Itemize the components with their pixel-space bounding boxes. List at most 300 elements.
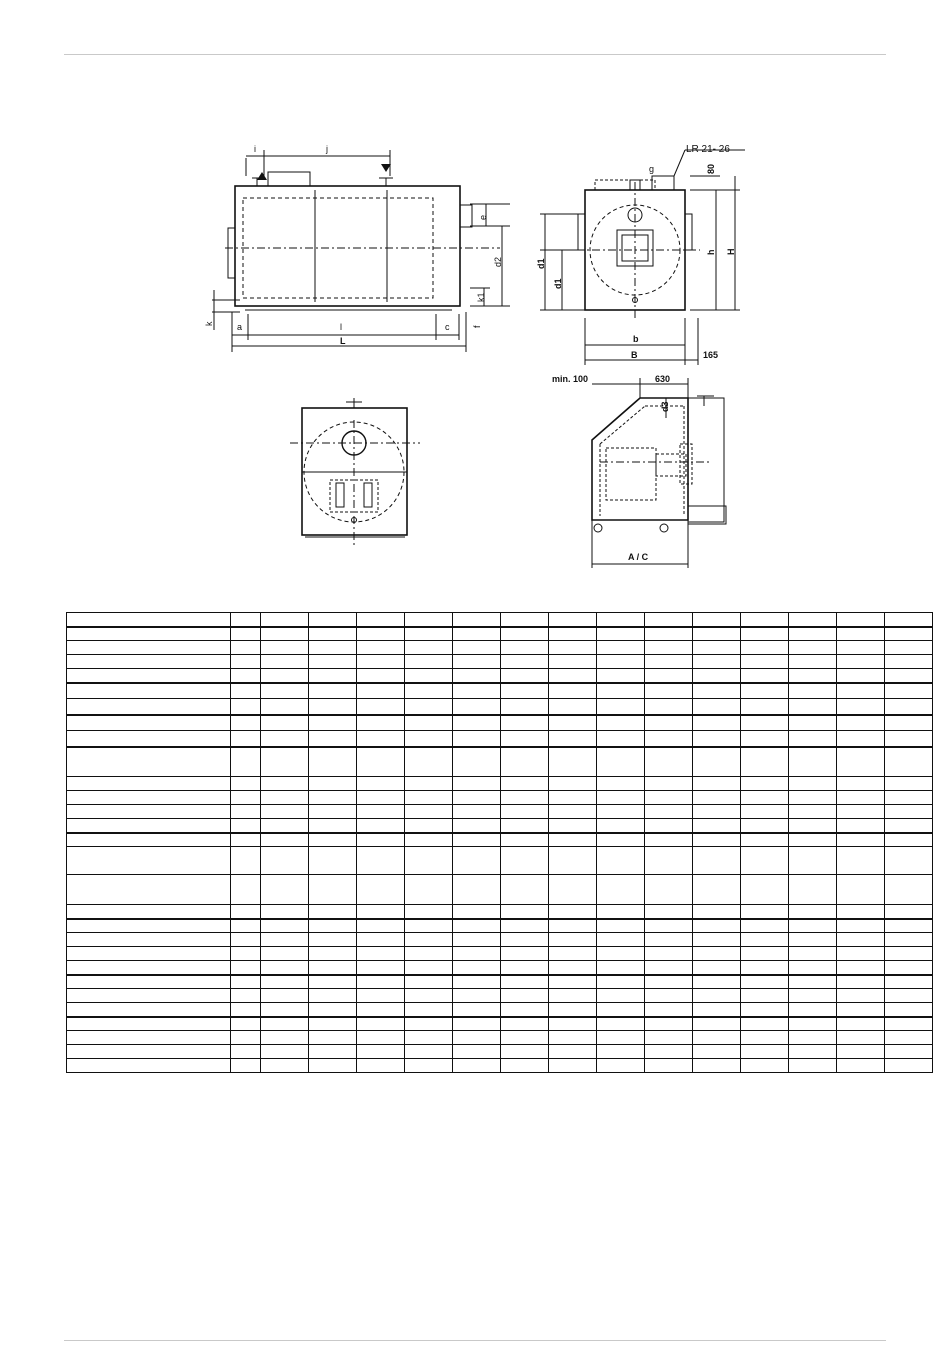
table-cell [741,961,789,975]
dim-L-label: L [340,336,346,346]
table-cell [597,933,645,947]
table-cell [309,655,357,669]
table-cell [549,1031,597,1045]
table-cell [885,975,933,989]
table-cell [67,613,231,627]
table-cell [405,1059,453,1073]
table-cell [67,1003,231,1017]
table-cell [597,919,645,933]
table-cell [501,655,549,669]
table-cell [741,905,789,919]
table-cell [837,791,885,805]
table-cell [549,989,597,1003]
table-cell [67,791,231,805]
table-row [67,669,933,683]
dim-80-label: 80 [706,163,716,174]
table-cell [549,947,597,961]
table-cell [309,905,357,919]
table-cell [837,833,885,847]
table-cell [405,699,453,715]
table-cell [885,731,933,747]
table-cell [501,805,549,819]
dim-d2-label: d2 [493,256,503,267]
table-cell [885,833,933,847]
table-cell [789,1031,837,1045]
table-cell [405,715,453,731]
table-cell [741,655,789,669]
table-cell [231,655,261,669]
table-row [67,919,933,933]
table-cell [693,819,741,833]
table-cell [309,989,357,1003]
table-cell [693,805,741,819]
table-cell [885,947,933,961]
table-cell [453,947,501,961]
table-cell [549,655,597,669]
table-cell [453,919,501,933]
table-cell [261,655,309,669]
table-cell [837,731,885,747]
rear-view [290,398,420,545]
table-row [67,833,933,847]
table-cell [501,627,549,641]
table-cell [309,805,357,819]
table-cell [885,919,933,933]
table-cell [789,875,837,905]
table-cell [741,627,789,641]
table-cell [789,791,837,805]
table-cell [837,627,885,641]
table-cell [405,613,453,627]
table-cell [231,613,261,627]
table-cell [741,1017,789,1031]
table-cell [837,1017,885,1031]
table-cell [501,613,549,627]
table-cell [741,933,789,947]
table-cell [357,683,405,699]
table-row [67,641,933,655]
table-cell [453,933,501,947]
table-cell [789,933,837,947]
table-cell [67,1017,231,1031]
table-cell [261,791,309,805]
table-cell [309,947,357,961]
table-cell [885,1045,933,1059]
table-cell [67,1031,231,1045]
table-cell [597,947,645,961]
table-cell [309,699,357,715]
table-cell [549,627,597,641]
table-cell [231,731,261,747]
table-cell [837,747,885,777]
table-cell [261,919,309,933]
dim-e-label: e [478,214,488,220]
table-cell [453,1003,501,1017]
table-cell [357,805,405,819]
table-cell [693,791,741,805]
table-cell [357,669,405,683]
table-cell [231,975,261,989]
table-cell [453,805,501,819]
table-cell [693,715,741,731]
table-cell [231,627,261,641]
table-cell [405,669,453,683]
table-cell [741,715,789,731]
table-cell [453,715,501,731]
table-cell [645,989,693,1003]
table-cell [67,699,231,715]
table-cell [597,905,645,919]
table-cell [453,669,501,683]
table-cell [837,777,885,791]
table-cell [741,989,789,1003]
table-cell [231,669,261,683]
table-cell [231,847,261,875]
table-cell [645,819,693,833]
table-cell [693,847,741,875]
table-cell [261,669,309,683]
table-cell [597,847,645,875]
table-cell [405,805,453,819]
table-cell [501,975,549,989]
table-cell [67,989,231,1003]
table-row [67,683,933,699]
table-cell [693,961,741,975]
table-cell [789,1045,837,1059]
table-cell [885,747,933,777]
table-cell [789,655,837,669]
table-cell [357,847,405,875]
table-cell [309,875,357,905]
table-cell [549,919,597,933]
table-cell [693,627,741,641]
table-cell [67,669,231,683]
table-cell [597,791,645,805]
table-cell [231,699,261,715]
table-cell [549,905,597,919]
dim-c-label: c [445,322,450,332]
table-cell [837,947,885,961]
table-cell [645,641,693,655]
table-cell [645,961,693,975]
table-row [67,875,933,905]
table-cell [549,1017,597,1031]
table-cell [357,1059,405,1073]
table-cell [549,933,597,947]
table-cell [231,819,261,833]
table-cell [405,655,453,669]
table-cell [645,627,693,641]
table-cell [693,683,741,699]
table-cell [885,961,933,975]
table-cell [549,847,597,875]
table-cell [597,627,645,641]
table-cell [261,875,309,905]
table-cell [67,819,231,833]
table-cell [453,777,501,791]
table-cell [453,683,501,699]
table-cell [501,747,549,777]
table-cell [501,961,549,975]
table-cell [549,1045,597,1059]
table-cell [549,975,597,989]
table-cell [357,919,405,933]
table-row [67,777,933,791]
table-cell [549,747,597,777]
table-cell [789,777,837,791]
table-cell [261,1059,309,1073]
table-cell [453,791,501,805]
table-cell [231,805,261,819]
table-cell [741,875,789,905]
table-cell [693,731,741,747]
table-cell [597,731,645,747]
table-cell [597,1045,645,1059]
table-cell [885,613,933,627]
table-cell [453,1045,501,1059]
table-cell [741,1003,789,1017]
table-cell [597,805,645,819]
table-cell [261,777,309,791]
table-cell [645,777,693,791]
table-row [67,655,933,669]
table-row [67,905,933,919]
table-cell [453,819,501,833]
table-cell [309,683,357,699]
table-cell [357,961,405,975]
table-cell [549,833,597,847]
table-cell [837,715,885,731]
table-cell [501,669,549,683]
table-cell [885,669,933,683]
table-cell [885,791,933,805]
table-cell [453,699,501,715]
table-cell [261,847,309,875]
table-cell [549,805,597,819]
table-cell [741,699,789,715]
table-cell [405,961,453,975]
table-cell [885,819,933,833]
table-cell [501,819,549,833]
table-cell [357,1031,405,1045]
table-cell [789,961,837,975]
table-cell [231,1017,261,1031]
table-row [67,847,933,875]
table-cell [67,1045,231,1059]
table-cell [231,989,261,1003]
table-cell [453,655,501,669]
table-cell [597,833,645,847]
table-cell [261,961,309,975]
table-cell [501,905,549,919]
table-cell [549,731,597,747]
table-cell [453,1059,501,1073]
table-cell [309,933,357,947]
table-cell [837,847,885,875]
table-cell [67,641,231,655]
table-cell [741,947,789,961]
table-cell [837,975,885,989]
table-cell [501,641,549,655]
table-cell [501,1045,549,1059]
table-cell [549,819,597,833]
dim-a-label: a [237,322,243,332]
table-cell [405,819,453,833]
table-cell [885,875,933,905]
table-cell [453,613,501,627]
table-cell [789,715,837,731]
table-cell [837,905,885,919]
table-cell [501,833,549,847]
table-cell [693,933,741,947]
dim-l-label: l [340,322,342,332]
table-cell [741,805,789,819]
table-cell [693,905,741,919]
table-cell [67,1059,231,1073]
table-cell [597,875,645,905]
table-cell [261,1045,309,1059]
table-cell [357,699,405,715]
table-cell [231,747,261,777]
table-cell [693,947,741,961]
table-cell [67,919,231,933]
table-cell [789,819,837,833]
table-cell [549,699,597,715]
table-cell [453,747,501,777]
table-cell [405,875,453,905]
table-cell [67,961,231,975]
table-cell [549,1003,597,1017]
table-cell [309,1045,357,1059]
table-cell [261,819,309,833]
table-cell [741,1045,789,1059]
table-cell [597,819,645,833]
burner-view [592,378,726,568]
table-cell [405,1045,453,1059]
table-cell [693,833,741,847]
table-cell [357,747,405,777]
table-cell [741,669,789,683]
table-cell [501,1017,549,1031]
table-cell [231,777,261,791]
table-cell [693,747,741,777]
dim-165-label: 165 [703,350,719,360]
table-cell [405,1031,453,1045]
table-cell [501,715,549,731]
table-cell [597,1059,645,1073]
table-cell [597,777,645,791]
table-cell [309,791,357,805]
table-row [67,715,933,731]
dim-b-label: b [633,334,639,344]
table-cell [261,699,309,715]
table-cell [261,1031,309,1045]
table-cell [357,819,405,833]
table-cell [405,627,453,641]
table-cell [597,613,645,627]
table-cell [549,1059,597,1073]
dim-H-label: H [726,248,736,255]
table-row [67,791,933,805]
table-row [67,961,933,975]
table-cell [231,791,261,805]
table-cell [597,1003,645,1017]
table-cell [789,699,837,715]
table-cell [837,933,885,947]
table-cell [645,805,693,819]
table-cell [789,1003,837,1017]
table-cell [789,641,837,655]
table-cell [645,1017,693,1031]
dim-B-label: B [631,350,638,360]
table-cell [645,1045,693,1059]
table-cell [501,683,549,699]
dim-k-label: k [204,321,214,326]
table-cell [261,731,309,747]
table-cell [597,975,645,989]
table-row [67,613,933,627]
table-cell [231,961,261,975]
table-cell [645,1003,693,1017]
technical-data-table [66,612,933,1073]
table-cell [357,715,405,731]
table-cell [837,989,885,1003]
boiler-technical-drawing [0,0,950,600]
table-cell [885,699,933,715]
table-cell [231,1031,261,1045]
table-cell [453,1031,501,1045]
table-cell [837,1059,885,1073]
table-cell [501,1003,549,1017]
table-cell [789,847,837,875]
table-cell [261,933,309,947]
table-cell [741,819,789,833]
table-cell [405,777,453,791]
table-cell [501,731,549,747]
table-cell [549,669,597,683]
table-cell [357,989,405,1003]
table-cell [309,975,357,989]
model-label: LR 21- 26 [686,144,730,155]
table-cell [885,715,933,731]
table-cell [309,819,357,833]
table-cell [597,683,645,699]
table-cell [501,791,549,805]
table-cell [453,1017,501,1031]
table-cell [231,641,261,655]
table-cell [501,699,549,715]
table-cell [885,1059,933,1073]
table-cell [67,715,231,731]
table-cell [789,1059,837,1073]
table-cell [261,989,309,1003]
table-cell [405,747,453,777]
table-cell [645,791,693,805]
table-cell [597,641,645,655]
table-cell [645,975,693,989]
table-cell [67,947,231,961]
table-cell [261,613,309,627]
table-cell [645,747,693,777]
table-cell [357,933,405,947]
table-cell [357,1017,405,1031]
dim-630-label: 630 [655,374,671,384]
table-cell [693,1045,741,1059]
table-cell [405,847,453,875]
table-cell [885,989,933,1003]
table-cell [789,747,837,777]
table-cell [693,1017,741,1031]
